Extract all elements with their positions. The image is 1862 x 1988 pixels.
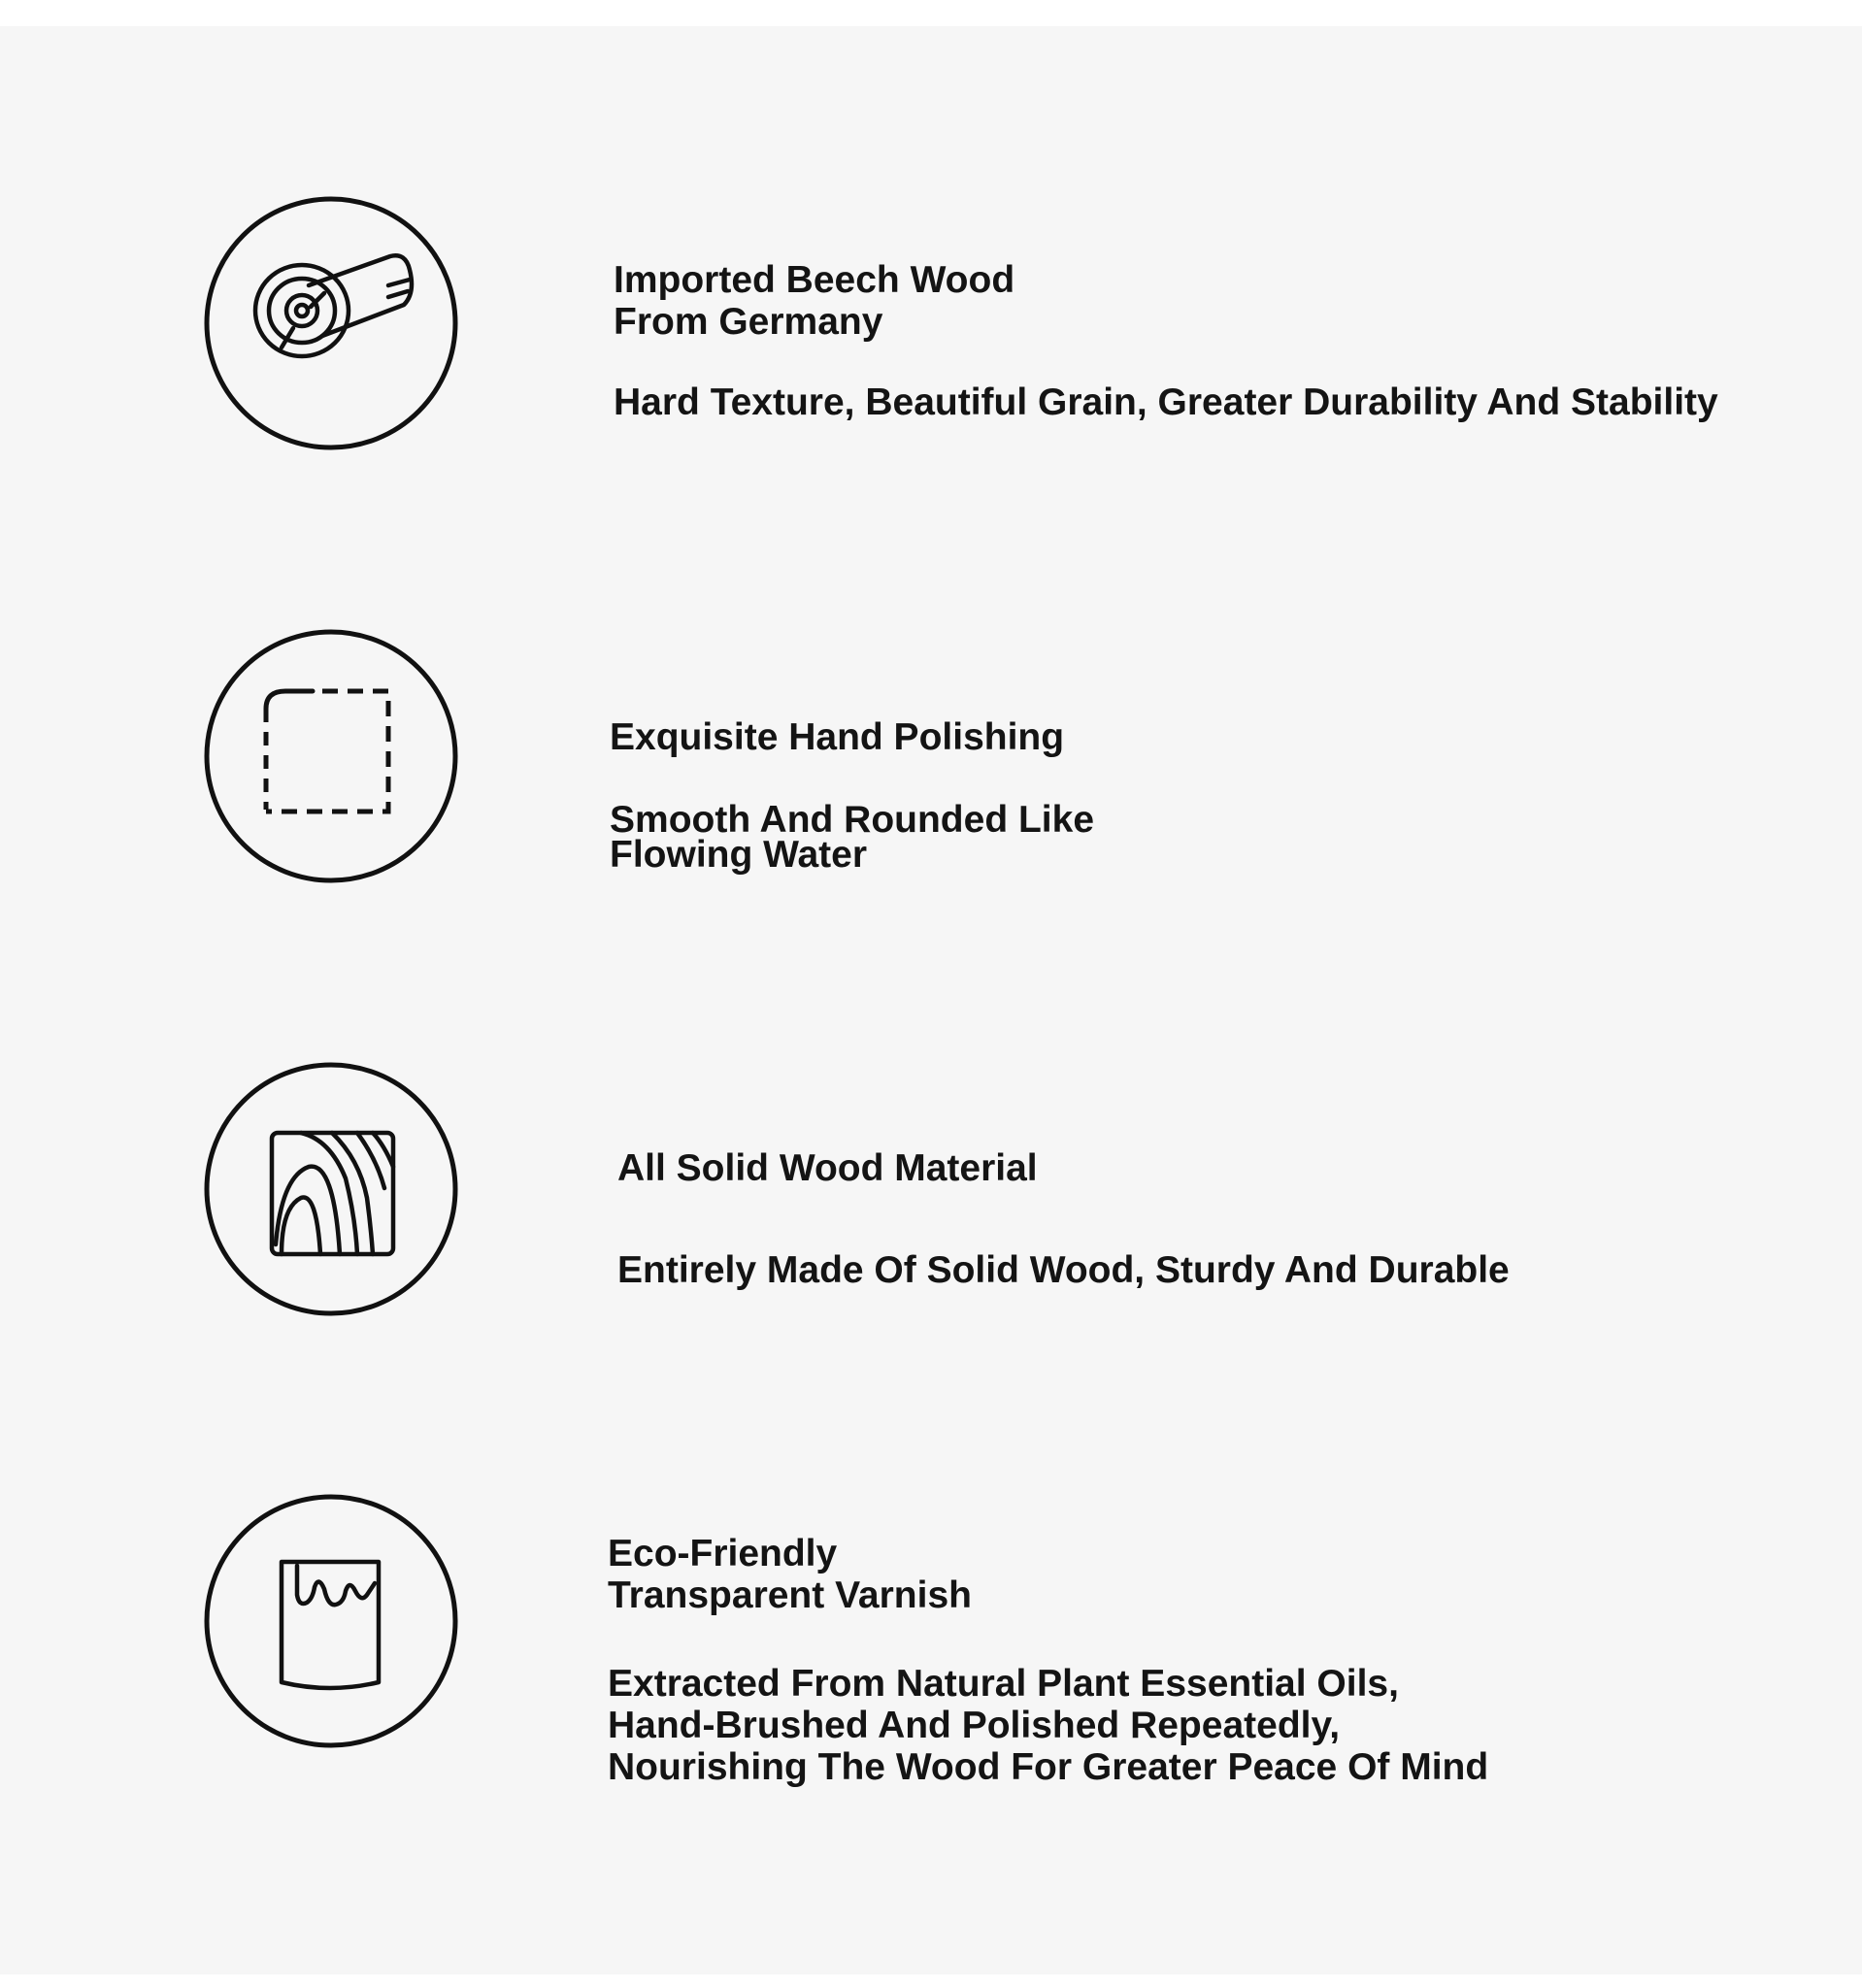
feature-title: Eco-Friendly Transparent Varnish [608, 1533, 972, 1616]
rounded-corner-icon [204, 629, 458, 883]
feature-text [614, 259, 1718, 423]
feature-panel [0, 26, 1862, 1974]
feature-title: Imported Beech Wood From Germany [614, 259, 1015, 343]
feature-text [617, 1147, 1510, 1291]
feature-description: Smooth And Rounded Like Flowing Water [610, 799, 1095, 876]
wood-grain-icon [204, 1062, 458, 1316]
feature-text [608, 1533, 1488, 1788]
feature-item-beech-wood [0, 196, 1862, 487]
feature-text [610, 716, 1095, 876]
feature-item-varnish [0, 1494, 1862, 1788]
feature-description: Hard Texture, Beautiful Grain, Greater Durability And Stability [614, 381, 1718, 423]
feature-item-solid-wood [0, 1062, 1862, 1353]
feature-description: Extracted From Natural Plant Essential Oils, Hand-Brushed And Polished Repeatedly, Nourishing The Wood For Greater Peace Of Mind [608, 1663, 1489, 1788]
feature-item-hand-polishing [0, 629, 1862, 920]
log-icon [204, 196, 458, 450]
feature-title: All Solid Wood Material [617, 1147, 1038, 1189]
feature-description: Entirely Made Of Solid Wood, Sturdy And Durable [617, 1249, 1510, 1291]
feature-title: Exquisite Hand Polishing [610, 716, 1065, 758]
varnish-can-icon [204, 1494, 458, 1748]
